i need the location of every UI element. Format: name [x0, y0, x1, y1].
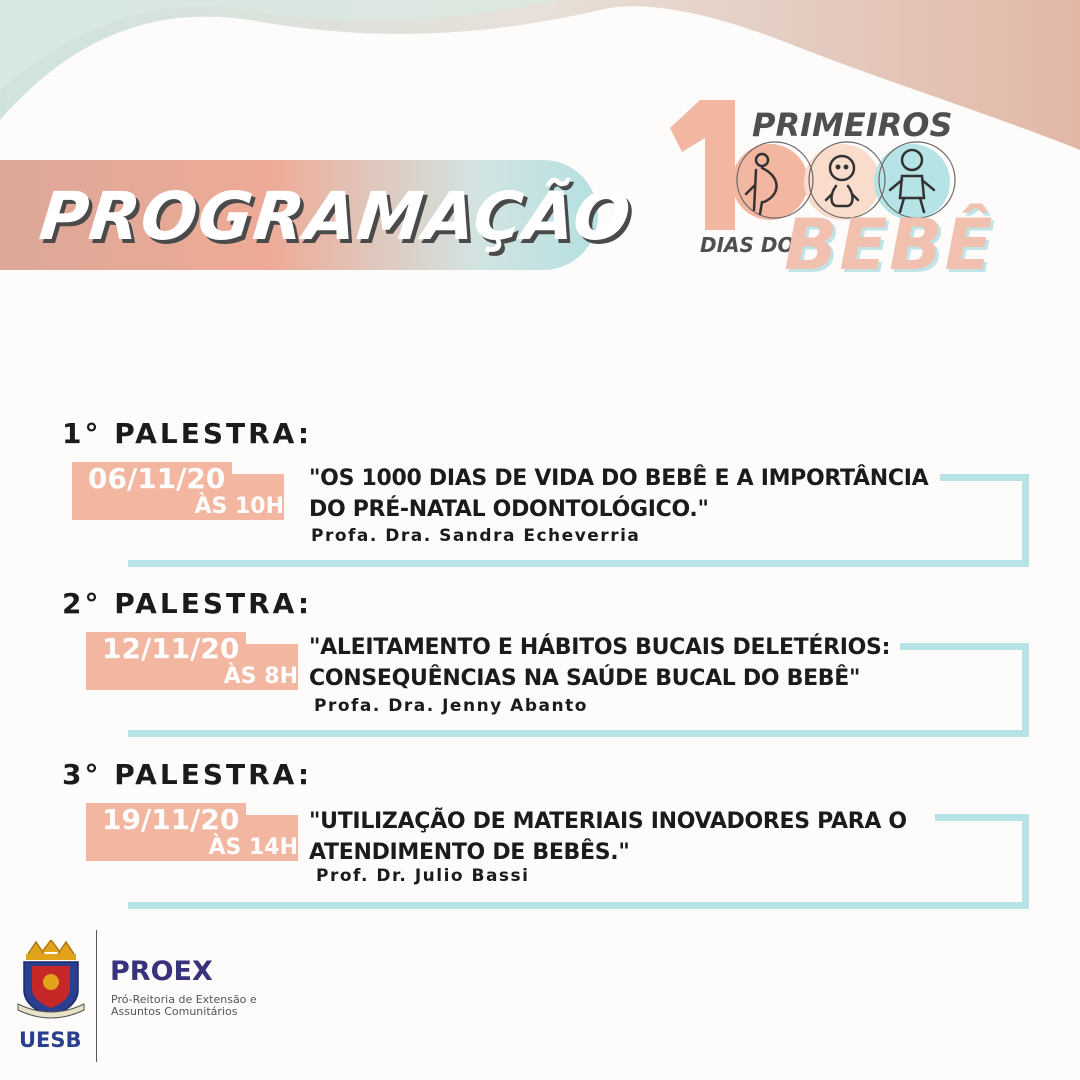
- talk-2-date-box: [86, 632, 298, 690]
- talk-1-date-box: [72, 462, 284, 520]
- proex-subtitle-line1: Pró-Reitoria de Extensão e: [111, 993, 257, 1006]
- logo-dias-do-text: DIAS DO: [700, 233, 795, 257]
- logo-bebe-text: BEBÊ: [784, 204, 995, 286]
- talk-3-heading: 3° PALESTRA:: [62, 758, 313, 791]
- talk-1-speaker: Profa. Dra. Sandra Echeverria: [311, 526, 641, 546]
- talk-2-date: 12/11/20: [102, 632, 240, 665]
- page-title: PROGRAMAÇÃO: [36, 178, 635, 255]
- proex-subtitle-line2: Assuntos Comunitários: [111, 1005, 238, 1018]
- talk-2-title: "ALEITAMENTO E HÁBITOS BUCAIS DELETÉRIOS: CONSEQUÊNCIAS NA SAÚDE BUCAL DO BEBÊ": [309, 635, 891, 691]
- logo-one-digit: [670, 100, 735, 230]
- proex-wordmark: PROEX: [110, 956, 213, 987]
- logo-primeiros-text: PRIMEIROS: [752, 106, 953, 144]
- talk-3-title: "UTILIZAÇÃO DE MATERIAIS INOVADORES PARA O ATENDIMENTO DE BEBÊS.": [309, 809, 907, 865]
- talk-1-heading: 1° PALESTRA:: [62, 417, 313, 450]
- uesb-crest-logo: [16, 940, 86, 1020]
- talk-3-date: 19/11/20: [102, 803, 240, 836]
- talk-3-speaker: Prof. Dr. Julio Bassi: [316, 866, 530, 886]
- talk-1-time: ÀS 10H: [194, 494, 284, 519]
- talk-2-speaker: Profa. Dra. Jenny Abanto: [314, 696, 588, 716]
- talk-2-time: ÀS 8H: [223, 664, 298, 689]
- talk-3-date-box: [86, 803, 298, 861]
- footer-divider: [96, 930, 97, 1062]
- talk-2-heading: 2° PALESTRA:: [62, 587, 313, 620]
- uesb-wordmark: UESB: [19, 1028, 82, 1052]
- talk-3-time: ÀS 14H: [208, 835, 298, 860]
- talk-1-title: "OS 1000 DIAS DE VIDA DO BEBÊ E A IMPORTÂNCIA DO PRÉ-NATAL ODONTOLÓGICO.": [309, 466, 929, 522]
- talk-1-date: 06/11/20: [88, 462, 226, 495]
